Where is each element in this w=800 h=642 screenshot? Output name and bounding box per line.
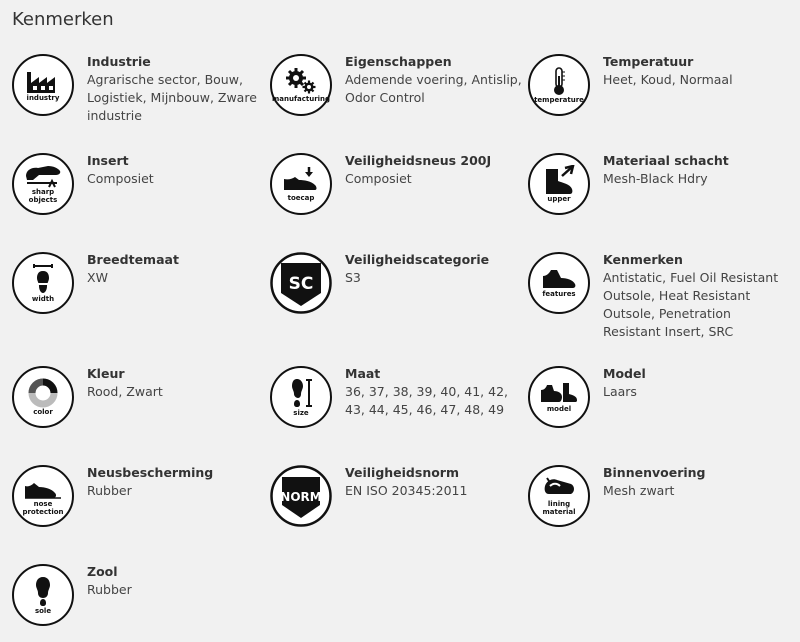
feature-temperatuur	[528, 52, 786, 151]
feature-label: Model	[603, 366, 646, 381]
feature-maat	[270, 364, 528, 463]
feature-value: Composiet	[345, 171, 412, 186]
feature-value: Ademende voering, Antislip, Odor Control	[345, 72, 522, 105]
feature-value: Laars	[603, 384, 637, 399]
feature-kenmerken	[528, 250, 786, 364]
shoe-features-icon: features	[528, 252, 590, 314]
feature-label: Materiaal schacht	[603, 153, 729, 168]
feature-label: Eigenschappen	[345, 54, 452, 69]
feature-kleur	[12, 364, 270, 463]
norm-shield-icon	[270, 465, 332, 527]
boot-model-icon: model	[528, 366, 590, 428]
feature-label: Industrie	[87, 54, 151, 69]
feature-label: Maat	[345, 366, 381, 381]
feature-value: S3	[345, 270, 361, 285]
toecap-icon: toecap	[270, 153, 332, 215]
sc-shield-icon	[270, 252, 332, 314]
feature-label: Veiligheidsnorm	[345, 465, 459, 480]
features-grid	[12, 52, 786, 642]
feature-value: EN ISO 20345:2011	[345, 483, 468, 498]
feature-label: Temperatuur	[603, 54, 694, 69]
feature-label: Binnenvoering	[603, 465, 706, 480]
width-icon: width	[12, 252, 74, 314]
feature-label: Veiligheidsneus 200J	[345, 153, 492, 168]
feature-veiligheidscategorie	[270, 250, 528, 364]
feature-label: Neusbescherming	[87, 465, 214, 480]
upper-boot-icon: upper	[528, 153, 590, 215]
feature-breedtemaat	[12, 250, 270, 364]
feature-value: Composiet	[87, 171, 154, 186]
feature-neusbescherming	[12, 463, 270, 562]
page-title: Kenmerken	[12, 9, 114, 30]
feature-label: Kleur	[87, 366, 125, 381]
factory-icon: industry	[12, 54, 74, 116]
svg-text:NORM: NORM	[280, 490, 322, 504]
feature-industrie	[12, 52, 270, 151]
feature-insert	[12, 151, 270, 250]
lining-icon: lining material	[528, 465, 590, 527]
feature-label: Insert	[87, 153, 129, 168]
feature-label: Breedtemaat	[87, 252, 179, 267]
feature-value: Heet, Koud, Normaal	[603, 72, 733, 87]
sharp-objects-icon: sharp objects	[12, 153, 74, 215]
feature-value: XW	[87, 270, 108, 285]
feature-label: Zool	[87, 564, 118, 579]
feature-veiligheidsnorm	[270, 463, 528, 562]
feature-value: Rubber	[87, 582, 132, 597]
sole-icon: sole	[12, 564, 74, 626]
feature-materiaal-schacht	[528, 151, 786, 250]
color-ring-icon: color	[12, 366, 74, 428]
feature-value: Mesh zwart	[603, 483, 675, 498]
feature-value: Antistatic, Fuel Oil Resistant Outsole, Heat Resistant Outsole, Penetration Resistant Insert, SRC	[603, 270, 779, 339]
feature-binnenvoering	[528, 463, 786, 562]
feature-model	[528, 364, 786, 463]
feature-label: Kenmerken	[603, 252, 683, 267]
thermometer-icon: temperature	[528, 54, 590, 116]
svg-text:SC: SC	[288, 274, 314, 294]
feature-veiligheidsneus	[270, 151, 528, 250]
feature-label: Veiligheidscategorie	[345, 252, 490, 267]
nose-protection-icon: nose protection	[12, 465, 74, 527]
gears-icon: manufacturing	[270, 54, 332, 116]
size-icon: size	[270, 366, 332, 428]
feature-eigenschappen	[270, 52, 528, 151]
feature-value: Rood, Zwart	[87, 384, 163, 399]
feature-value: Agrarische sector, Bouw, Logistiek, Mijnbouw, Zware industrie	[87, 72, 257, 123]
feature-zool	[12, 562, 270, 642]
feature-value: Mesh-Black Hdry	[603, 171, 708, 186]
feature-value: Rubber	[87, 483, 132, 498]
feature-value: 36, 37, 38, 39, 40, 41, 42, 43, 44, 45, 46, 47, 48, 49	[345, 384, 508, 417]
